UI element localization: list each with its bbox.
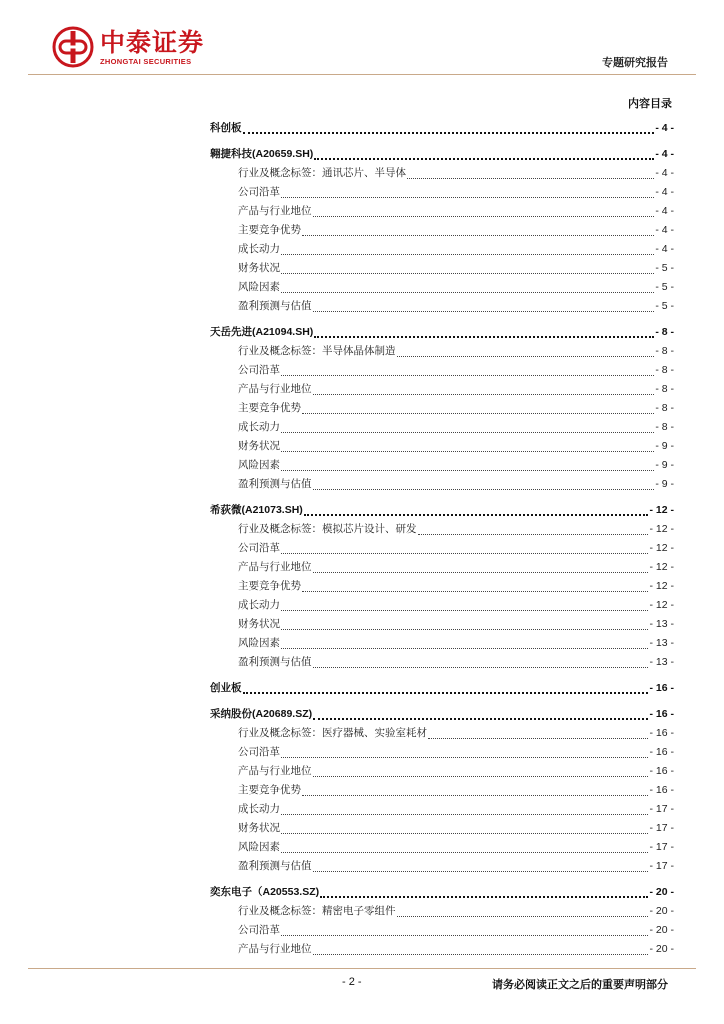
toc-dot-leader bbox=[302, 795, 648, 796]
toc-subsection-entry[interactable] bbox=[210, 164, 674, 183]
toc-dot-leader bbox=[281, 852, 648, 853]
toc-entry-label: 行业及概念标签：精密电子零组件 bbox=[238, 905, 396, 917]
toc-dot-leader bbox=[314, 158, 654, 160]
toc-subsection-entry[interactable] bbox=[210, 921, 674, 940]
toc-dot-leader bbox=[281, 375, 654, 376]
toc-dot-leader bbox=[281, 610, 648, 611]
toc-entry-label: 盈利预测与估值 bbox=[238, 656, 312, 668]
toc-subsection-entry[interactable] bbox=[210, 800, 674, 819]
company-logo bbox=[52, 26, 204, 68]
toc-entry-label: 风险因素 bbox=[238, 637, 280, 649]
toc-subsection-entry[interactable] bbox=[210, 202, 674, 221]
toc-dot-leader bbox=[243, 132, 655, 134]
table-of-contents bbox=[210, 118, 674, 959]
toc-entry-label: 成长动力 bbox=[238, 599, 280, 611]
toc-subsection-entry[interactable] bbox=[210, 259, 674, 278]
toc-section-entry[interactable] bbox=[210, 119, 674, 138]
toc-dot-leader bbox=[281, 629, 648, 630]
toc-subsection-entry[interactable] bbox=[210, 653, 674, 672]
toc-entry-label: 希荻微(A21073.SH) bbox=[210, 504, 303, 516]
toc-entry-page: - 8 - bbox=[655, 383, 674, 395]
toc-entry-label: 成长动力 bbox=[238, 243, 280, 255]
toc-entry-label: 财务状况 bbox=[238, 618, 280, 630]
toc-dot-leader bbox=[243, 692, 649, 694]
toc-subsection-entry[interactable] bbox=[210, 240, 674, 259]
toc-subsection-entry[interactable] bbox=[210, 857, 674, 876]
toc-entry-label: 科创板 bbox=[210, 122, 242, 134]
toc-subsection-entry[interactable] bbox=[210, 781, 674, 800]
toc-entry-label: 行业及概念标签：通讯芯片、半导体 bbox=[238, 167, 406, 179]
toc-entry-label: 风险因素 bbox=[238, 281, 280, 293]
toc-entry-label: 翱捷科技(A20659.SH) bbox=[210, 148, 314, 160]
toc-section-entry[interactable] bbox=[210, 705, 674, 724]
toc-subsection-entry[interactable] bbox=[210, 940, 674, 959]
toc-dot-leader bbox=[397, 356, 655, 357]
header-divider bbox=[28, 74, 696, 75]
toc-subsection-entry[interactable] bbox=[210, 902, 674, 921]
toc-entry-label: 盈利预测与估值 bbox=[238, 860, 312, 872]
toc-entry-page: - 12 - bbox=[649, 542, 674, 554]
toc-entry-page: - 5 - bbox=[655, 262, 674, 274]
toc-entry-label: 产品与行业地位 bbox=[238, 765, 312, 777]
toc-dot-leader bbox=[302, 591, 648, 592]
toc-entry-page: - 4 - bbox=[655, 148, 674, 160]
toc-entry-label: 产品与行业地位 bbox=[238, 383, 312, 395]
toc-entry-label: 产品与行业地位 bbox=[238, 205, 312, 217]
toc-entry-label: 采纳股份(A20689.SZ) bbox=[210, 708, 313, 720]
toc-dot-leader bbox=[407, 178, 654, 179]
toc-entry-page: - 12 - bbox=[649, 580, 674, 592]
toc-entry-page: - 16 - bbox=[649, 746, 674, 758]
toc-entry-page: - 4 - bbox=[655, 122, 674, 134]
toc-dot-leader bbox=[313, 489, 655, 490]
toc-subsection-entry[interactable] bbox=[210, 418, 674, 437]
toc-entry-page: - 4 - bbox=[655, 186, 674, 198]
toc-subsection-entry[interactable] bbox=[210, 297, 674, 316]
toc-dot-leader bbox=[281, 553, 648, 554]
toc-entry-label: 公司沿革 bbox=[238, 364, 280, 376]
toc-entry-page: - 4 - bbox=[655, 243, 674, 255]
toc-entry-page: - 5 - bbox=[655, 281, 674, 293]
toc-dot-leader bbox=[302, 413, 654, 414]
toc-entry-page: - 8 - bbox=[655, 326, 674, 338]
toc-entry-page: - 4 - bbox=[655, 205, 674, 217]
toc-subsection-entry[interactable] bbox=[210, 399, 674, 418]
toc-subsection-entry[interactable] bbox=[210, 724, 674, 743]
toc-section-entry[interactable] bbox=[210, 883, 674, 902]
toc-entry-label: 行业及概念标签：医疗器械、实验室耗材 bbox=[238, 727, 427, 739]
toc-entry-page: - 12 - bbox=[649, 504, 674, 516]
toc-entry-page: - 9 - bbox=[655, 459, 674, 471]
toc-entry-page: - 17 - bbox=[649, 841, 674, 853]
toc-dot-leader bbox=[313, 311, 655, 312]
toc-subsection-entry[interactable] bbox=[210, 838, 674, 857]
toc-dot-leader bbox=[281, 833, 648, 834]
toc-entry-page: - 17 - bbox=[649, 822, 674, 834]
toc-entry-page: - 16 - bbox=[649, 784, 674, 796]
toc-entry-label: 财务状况 bbox=[238, 440, 280, 452]
toc-section-entry[interactable] bbox=[210, 145, 674, 164]
logo-chinese-name: 中泰证券 bbox=[100, 27, 205, 57]
toc-dot-leader bbox=[313, 718, 648, 720]
toc-dot-leader bbox=[281, 432, 654, 433]
footer-divider bbox=[28, 968, 696, 969]
toc-title: 内容目录 bbox=[628, 97, 672, 110]
toc-dot-leader bbox=[281, 470, 654, 471]
toc-dot-leader bbox=[281, 197, 654, 198]
toc-entry-page: - 20 - bbox=[649, 924, 674, 936]
toc-dot-leader bbox=[302, 235, 654, 236]
toc-entry-label: 成长动力 bbox=[238, 803, 280, 815]
toc-dot-leader bbox=[281, 648, 648, 649]
toc-entry-page: - 13 - bbox=[649, 637, 674, 649]
toc-entry-label: 盈利预测与估值 bbox=[238, 478, 312, 490]
toc-entry-page: - 12 - bbox=[649, 561, 674, 573]
toc-dot-leader bbox=[281, 273, 654, 274]
toc-dot-leader bbox=[313, 871, 649, 872]
zhongtai-logo-icon bbox=[52, 26, 94, 68]
toc-subsection-entry[interactable] bbox=[210, 539, 674, 558]
toc-entry-page: - 8 - bbox=[655, 402, 674, 414]
toc-subsection-entry[interactable] bbox=[210, 819, 674, 838]
toc-entry-page: - 12 - bbox=[649, 599, 674, 611]
toc-entry-page: - 8 - bbox=[655, 345, 674, 357]
logo-english-name: ZHONGTAI SECURITIES bbox=[100, 56, 192, 66]
toc-subsection-entry[interactable] bbox=[210, 475, 674, 494]
toc-dot-leader bbox=[397, 916, 649, 917]
toc-entry-label: 主要竞争优势 bbox=[238, 784, 301, 796]
toc-subsection-entry[interactable] bbox=[210, 380, 674, 399]
toc-entry-label: 公司沿革 bbox=[238, 746, 280, 758]
toc-subsection-entry[interactable] bbox=[210, 743, 674, 762]
toc-entry-page: - 13 - bbox=[649, 656, 674, 668]
toc-entry-label: 财务状况 bbox=[238, 262, 280, 274]
toc-entry-page: - 20 - bbox=[649, 886, 674, 898]
toc-section-entry[interactable] bbox=[210, 501, 674, 520]
toc-dot-leader bbox=[320, 896, 648, 898]
toc-entry-label: 公司沿革 bbox=[238, 542, 280, 554]
toc-entry-page: - 5 - bbox=[655, 300, 674, 312]
toc-entry-label: 产品与行业地位 bbox=[238, 561, 312, 573]
toc-entry-page: - 20 - bbox=[649, 943, 674, 955]
toc-subsection-entry[interactable] bbox=[210, 520, 674, 539]
toc-dot-leader bbox=[313, 776, 649, 777]
toc-dot-leader bbox=[418, 534, 649, 535]
toc-entry-page: - 17 - bbox=[649, 860, 674, 872]
toc-entry-page: - 17 - bbox=[649, 803, 674, 815]
toc-entry-page: - 8 - bbox=[655, 421, 674, 433]
toc-subsection-entry[interactable] bbox=[210, 615, 674, 634]
toc-subsection-entry[interactable] bbox=[210, 221, 674, 240]
toc-entry-label: 盈利预测与估值 bbox=[238, 300, 312, 312]
toc-entry-label: 创业板 bbox=[210, 682, 242, 694]
report-type-label: 专题研究报告 bbox=[602, 56, 668, 69]
toc-subsection-entry[interactable] bbox=[210, 634, 674, 653]
toc-entry-label: 行业及概念标签：半导体晶体制造 bbox=[238, 345, 396, 357]
toc-dot-leader bbox=[281, 451, 654, 452]
toc-section-entry[interactable] bbox=[210, 679, 674, 698]
toc-entry-page: - 16 - bbox=[649, 765, 674, 777]
toc-entry-page: - 12 - bbox=[649, 523, 674, 535]
toc-dot-leader bbox=[313, 667, 649, 668]
toc-dot-leader bbox=[313, 216, 655, 217]
toc-subsection-entry[interactable] bbox=[210, 183, 674, 202]
toc-entry-label: 公司沿革 bbox=[238, 186, 280, 198]
toc-subsection-entry[interactable] bbox=[210, 361, 674, 380]
toc-entry-page: - 9 - bbox=[655, 478, 674, 490]
toc-dot-leader bbox=[428, 738, 648, 739]
toc-entry-label: 公司沿革 bbox=[238, 924, 280, 936]
toc-entry-page: - 16 - bbox=[649, 727, 674, 739]
toc-entry-page: - 4 - bbox=[655, 224, 674, 236]
toc-entry-label: 奕东电子（A20553.SZ) bbox=[210, 886, 320, 898]
page-header bbox=[0, 0, 724, 90]
toc-entry-page: - 9 - bbox=[655, 440, 674, 452]
toc-subsection-entry[interactable] bbox=[210, 577, 674, 596]
toc-entry-label: 主要竞争优势 bbox=[238, 224, 301, 236]
toc-dot-leader bbox=[313, 954, 649, 955]
toc-subsection-entry[interactable] bbox=[210, 456, 674, 475]
toc-dot-leader bbox=[281, 292, 654, 293]
toc-entry-label: 风险因素 bbox=[238, 841, 280, 853]
toc-subsection-entry[interactable] bbox=[210, 762, 674, 781]
toc-dot-leader bbox=[314, 336, 654, 338]
toc-subsection-entry[interactable] bbox=[210, 278, 674, 297]
toc-entry-page: - 4 - bbox=[655, 167, 674, 179]
toc-entry-label: 主要竞争优势 bbox=[238, 402, 301, 414]
toc-section-entry[interactable] bbox=[210, 323, 674, 342]
toc-subsection-entry[interactable] bbox=[210, 342, 674, 361]
toc-dot-leader bbox=[281, 254, 654, 255]
toc-entry-page: - 16 - bbox=[649, 682, 674, 694]
toc-dot-leader bbox=[313, 394, 655, 395]
toc-dot-leader bbox=[281, 757, 648, 758]
disclaimer-text: 请务必阅读正文之后的重要声明部分 bbox=[492, 978, 668, 991]
toc-entry-label: 成长动力 bbox=[238, 421, 280, 433]
toc-entry-page: - 13 - bbox=[649, 618, 674, 630]
toc-entry-label: 天岳先进(A21094.SH) bbox=[210, 326, 314, 338]
toc-dot-leader bbox=[304, 514, 649, 516]
toc-entry-label: 主要竞争优势 bbox=[238, 580, 301, 592]
toc-dot-leader bbox=[313, 572, 649, 573]
toc-entry-label: 行业及概念标签：模拟芯片设计、研发 bbox=[238, 523, 417, 535]
toc-subsection-entry[interactable] bbox=[210, 558, 674, 577]
toc-dot-leader bbox=[281, 935, 648, 936]
toc-entry-label: 产品与行业地位 bbox=[238, 943, 312, 955]
toc-entry-page: - 16 - bbox=[649, 708, 674, 720]
toc-entry-page: - 8 - bbox=[655, 364, 674, 376]
toc-entry-label: 风险因素 bbox=[238, 459, 280, 471]
toc-subsection-entry[interactable] bbox=[210, 437, 674, 456]
toc-entry-page: - 20 - bbox=[649, 905, 674, 917]
toc-entry-label: 财务状况 bbox=[238, 822, 280, 834]
page-number: - 2 - bbox=[342, 976, 362, 988]
toc-subsection-entry[interactable] bbox=[210, 596, 674, 615]
toc-dot-leader bbox=[281, 814, 648, 815]
